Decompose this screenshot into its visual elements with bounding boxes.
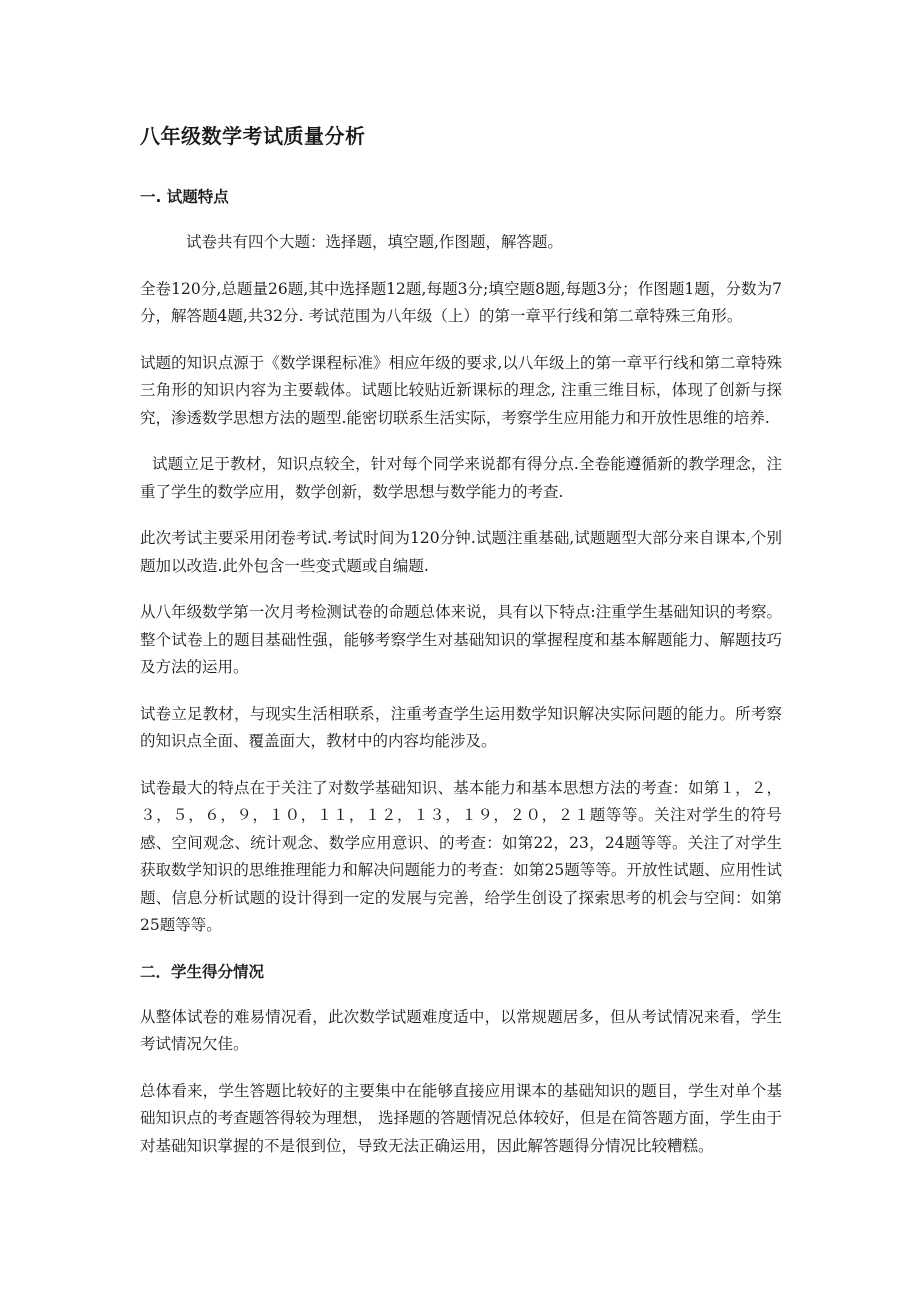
paragraph: 总体看来，学生答题比较好的主要集中在能够直接应用课本的基础知识的题目，学生对单个基础知识点的考查题答得较为理想， 选择题的答题情况总体较好，但是在简答题方面，学生由于对基础知识掌握的不是很到位，导致无法正确运用，因此解答题得分情况比较糟糕。 <box>140 1081 782 1155</box>
paragraph: 从整体试卷的难易情况看，此次数学试题难度适中，以常规题居多，但从考试情况来看，学生考试情况欠佳。 <box>140 1007 782 1053</box>
paragraph: 此次考试主要采用闭卷考试.考试时间为120分钟.试题注重基础,试题题型大部分来自课本,个别题加以改造.此外包含一些变式题或自编题. <box>140 529 782 575</box>
document-page <box>140 118 782 1179</box>
paragraph: 从八年级数学第一次月考检测试卷的命题总体来说，具有以下特点:注重学生基础知识的考察。整个试卷上的题目基础性强，能够考察学生对基础知识的掌握程度和基本解题能力、解题技巧及方法的运用。 <box>140 603 782 676</box>
paragraph: 全卷120分,总题量26题,其中选择题12题,每题3分;填空题8题,每题3分；作图题1题，分数为7分，解答题4题,共32分. 考试范围为八年级（上）的第一章平行线和第二章特殊三角形。 <box>140 279 782 325</box>
section-heading-student-scores: 二．学生得分情况 <box>140 962 265 981</box>
paragraph: 试卷最大的特点在于关注了对数学基础知识、基本能力和基本思想方法的考查：如第１，２，３，５，６，９，１０，１１，１２，１３，１９，２０，２１题等等。关注对学生的符号感、空间观念、统计观念、数学应用意识、的考查：如第22，23，24题等等。关注了对学生获取数学知识的思维推理能力和解决问题能力的考查：如第25题等等。开放性试题、应用性试题、信息分析试题的设计得到一定的发展与完善，给学生创设了探索思考的机会与空间：如第25题等等。 <box>140 778 782 934</box>
section-test-features <box>140 184 782 940</box>
section-heading-test-features: 一. 试题特点 <box>140 188 229 206</box>
paragraph: 试题的知识点源于《数学课程标准》相应年级的要求,以八年级上的第一章平行线和第二章特殊三角形的知识内容为主要载体。试题比较贴近新课标的理念, 注重三维目标，体现了创新与探究，渗透数学思想方法的题型.能密切联系生活实际，考察学生应用能力和开放性思维的培养. <box>140 353 782 427</box>
section-student-scores <box>140 959 782 1161</box>
paragraph: 试卷立足教材，与现实生活相联系，注重考查学生运用数学知识解决实际问题的能力。所考察的知识点全面、覆盖面大，教材中的内容均能涉及。 <box>140 704 782 750</box>
paragraph: 试题立足于教材，知识点较全，针对每个同学来说都有得分点.全卷能遵循新的教学理念，注重了学生的数学应用，数学创新，数学思想与数学能力的考查. <box>140 455 782 501</box>
document-title: 八年级数学考试质量分析 <box>140 124 366 148</box>
paragraph: 试卷共有四个大题：选择题，填空题,作图题，解答题。 <box>186 233 563 251</box>
